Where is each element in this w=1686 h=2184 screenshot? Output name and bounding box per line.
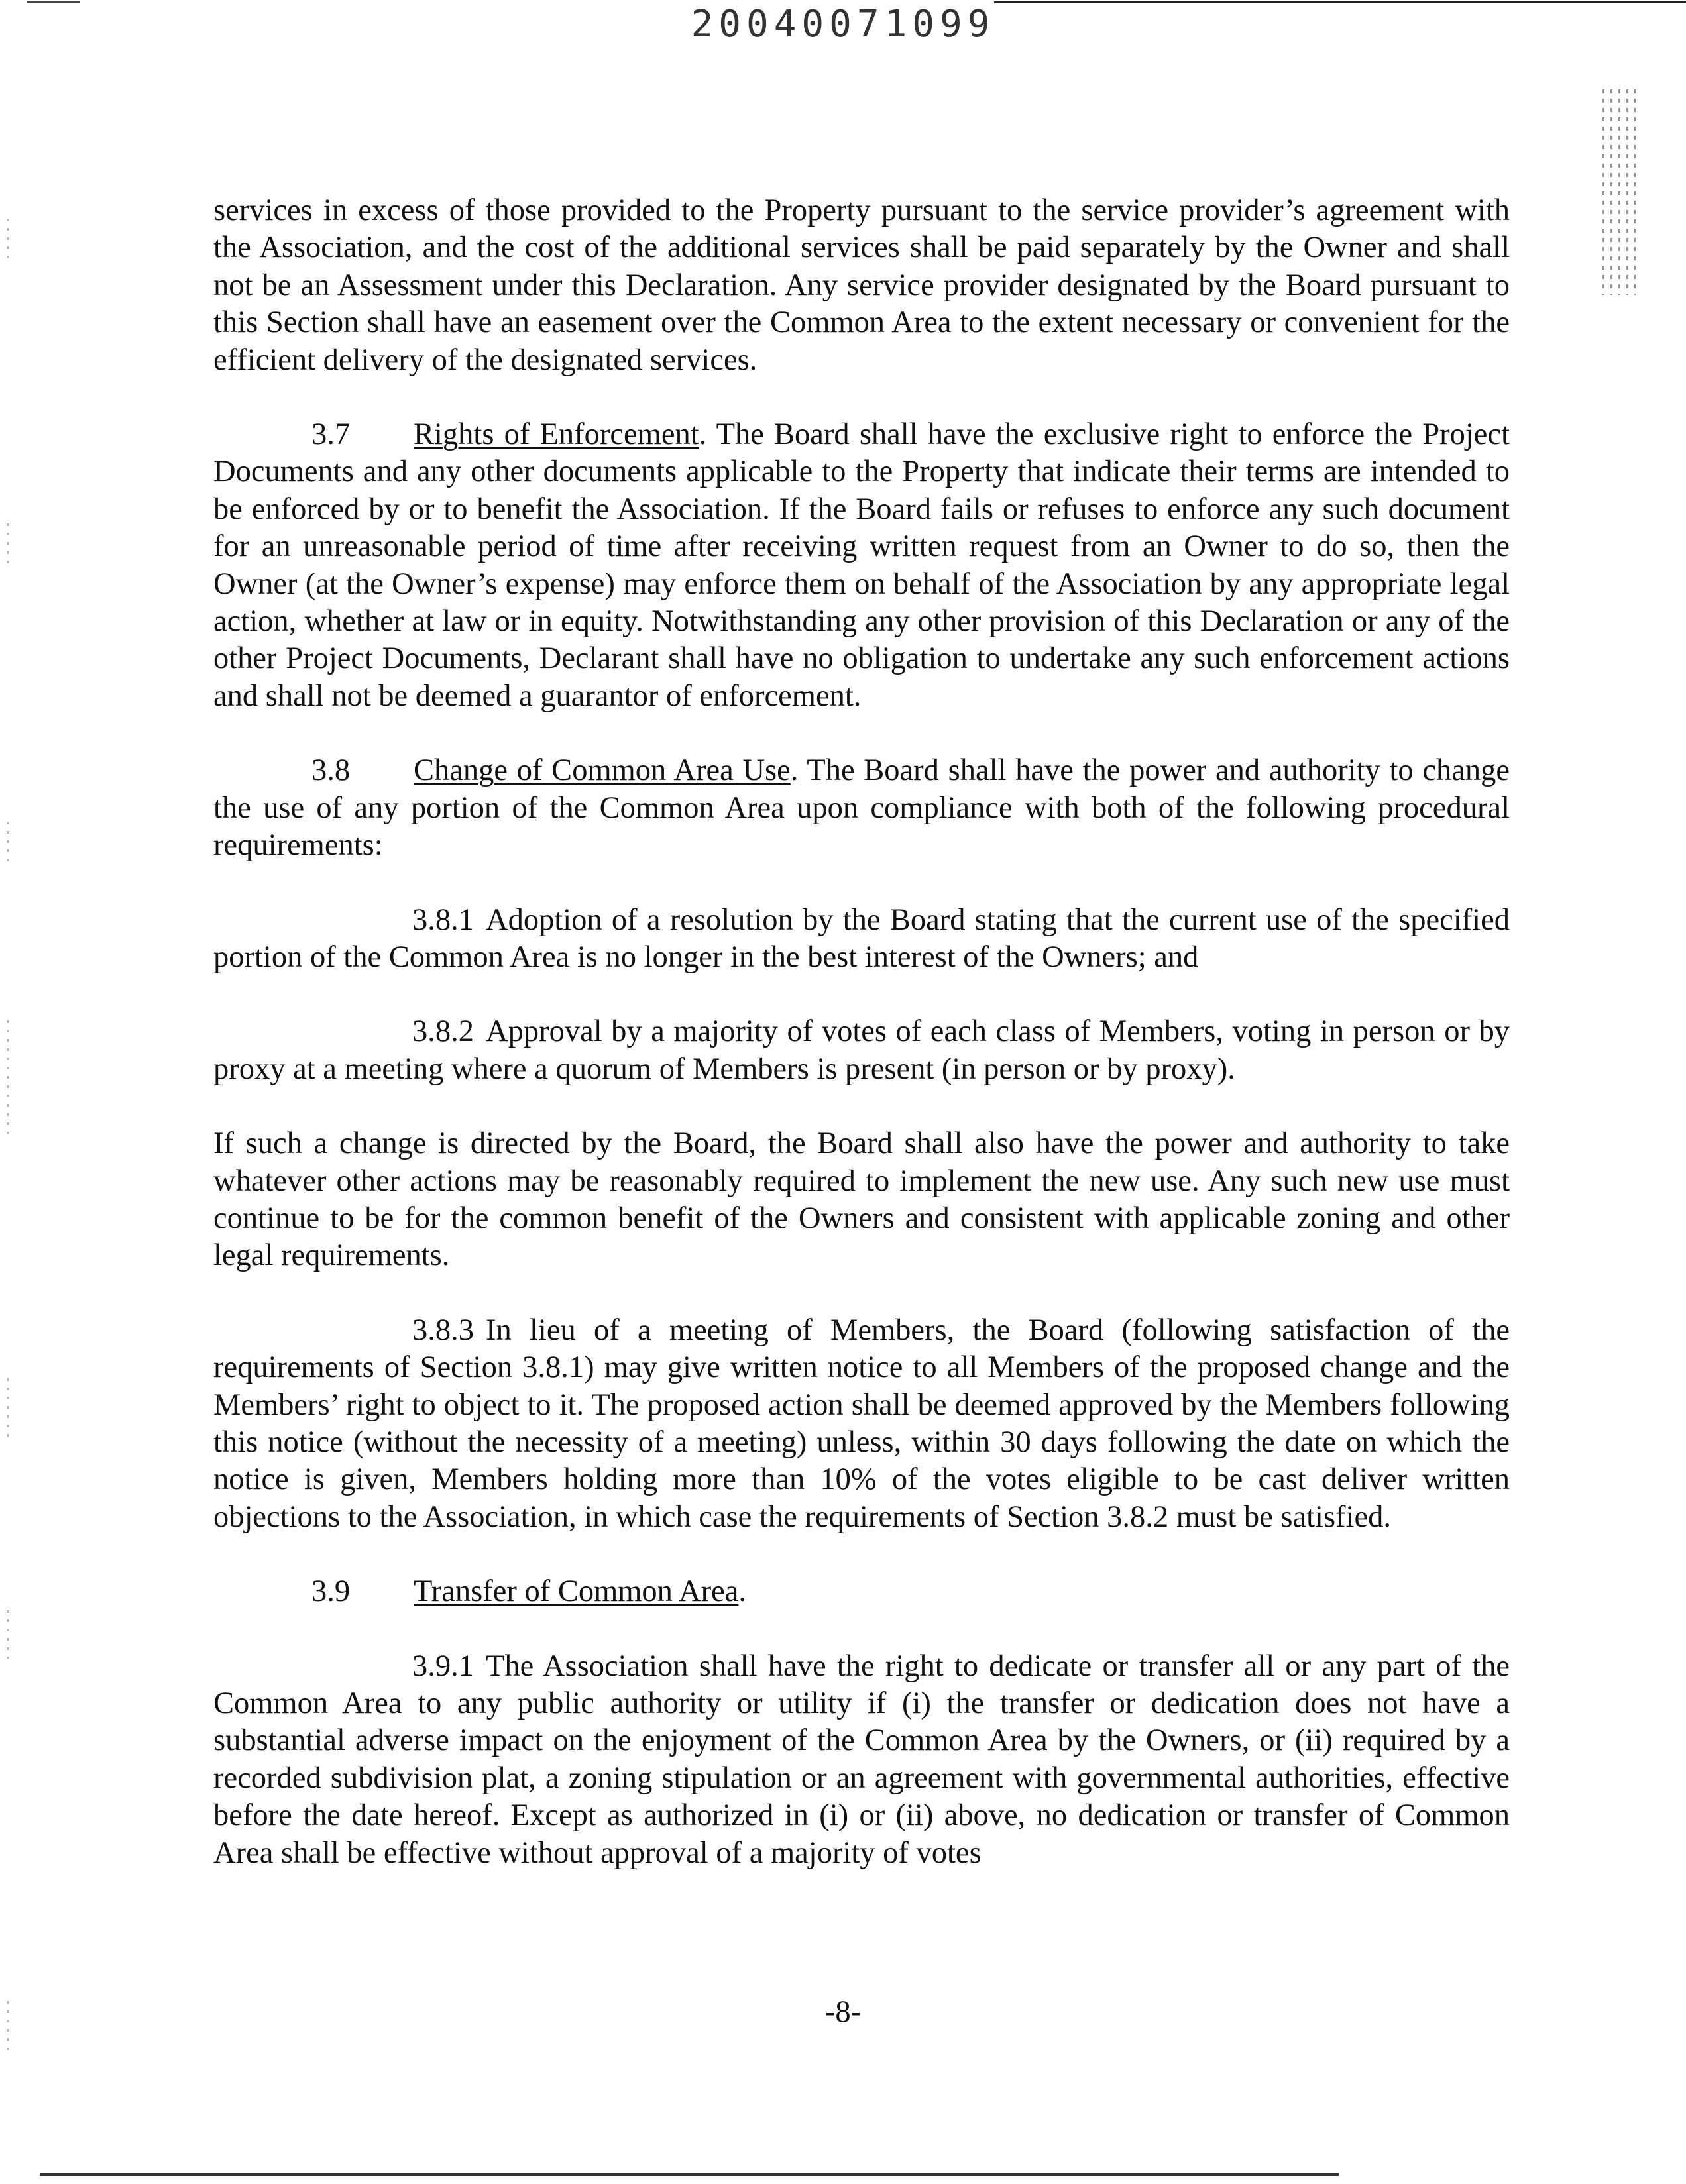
scan-edge-marks xyxy=(7,523,9,563)
scan-artifact-marks xyxy=(1602,89,1636,295)
section-text: . The Board shall have the exclusive right to enforce the Project Documents and any other documents applicable to the Property that indicate their terms are intended to be enforced by or to benefit the Association. If the Board fails or refuses to enforce any such document for an unreasonable period of time after receiving written request from an Owner to do so, then the Owner (at the Owner’s expense) may enforce them on behalf of the Association by any appropriate legal action, whether at law or in equity. Notwithstanding any other provision of this Declaration or any of the other Project Documents, Declarant shall have no obligation to undertake any such enforcement actions and shall not be deemed a guarantor of enforcement. xyxy=(213,417,1510,713)
document-body xyxy=(213,192,1510,1872)
section-3-9-1 xyxy=(213,1648,1510,1872)
scan-edge-marks xyxy=(7,219,9,265)
section-number: 3.9.1 xyxy=(412,1649,474,1683)
section-text: The Association shall have the right to dedicate or transfer all or any part of the Common Area to any public authority or utility if (i) the transfer or dedication does not have a substantial adverse impact on the enjoyment of the Common Area by the Owners, or (ii) required by a recorded subdivision plat, a zoning stipulation or an agreement with governmental authorities, effective before the date hereof. Except as authorized in (i) or (ii) above, no dedication or transfer of Common Area shall be effective without approval of a majority of votes xyxy=(213,1649,1510,1870)
paragraph-text: services in excess of those provided to the Property pursuant to the service provider’s agreement with the Association, and the cost of the additional services shall be paid separately by the Owner and shall not be an Assessment under this Declaration. Any service provider designated by the Board pursuant to this Section shall have an easement over the Common Area to the extent necessary or convenient for the efficient delivery of the designated services. xyxy=(213,193,1510,377)
section-number: 3.8.3 xyxy=(412,1313,474,1347)
scan-edge-marks xyxy=(7,1378,9,1438)
page-number: -8- xyxy=(824,1995,862,2029)
paragraph-text: If such a change is directed by the Board, the Board shall also have the power and authority to take whatever other actions may be reasonably required to implement the new use. Any such new use must continue to be for the common benefit of the Owners and consistent with applicable zoning and other legal requirements. xyxy=(213,1126,1510,1273)
section-3-8-2 xyxy=(213,1013,1510,1088)
section-text: Adoption of a resolution by the Board stating that the current use of the specified portion of the Common Area is no longer in the best interest of the Owners; and xyxy=(213,902,1510,974)
section-text: . The Board shall have the power and authority to change the use of any portion of the Common Area upon compliance with both of the following procedural requirements: xyxy=(213,753,1510,863)
paragraph-services-continuation xyxy=(213,192,1510,379)
section-number: 3.8.2 xyxy=(412,1014,474,1049)
scan-edge-marks xyxy=(7,1610,9,1663)
section-text: Approval by a majority of votes of each class of Members, voting in person or by proxy at a meeting where a quorum of Members is present (in person or by proxy). xyxy=(213,1014,1510,1086)
section-3-8-3 xyxy=(213,1312,1510,1536)
section-number: 3.7 xyxy=(311,417,351,452)
section-number: 3.9 xyxy=(311,1574,351,1609)
section-3-9 xyxy=(213,1573,1510,1610)
section-3-7 xyxy=(213,416,1510,715)
paragraph-change-directed xyxy=(213,1125,1510,1275)
section-heading: Rights of Enforcement xyxy=(414,417,699,452)
recording-number: 20040071099 xyxy=(691,3,995,46)
section-3-8-1 xyxy=(213,902,1510,977)
scan-bottom-rule xyxy=(40,2173,1339,2176)
section-heading: Change of Common Area Use xyxy=(414,753,791,788)
section-text: . xyxy=(738,1574,746,1609)
section-3-8 xyxy=(213,752,1510,864)
scan-edge-marks xyxy=(7,1020,9,1140)
section-number: 3.8.1 xyxy=(412,902,474,937)
section-text: In lieu of a meeting of Members, the Board (following satisfaction of the requirements of Section 3.8.1) may give written notice to all Members of the proposed change and the Members’ right to object to it. The proposed action shall be deemed approved by the Members following this notice (without the necessity of a meeting) unless, within 30 days following the date on which the notice is given, Members holding more than 10% of the votes eligible to be cast deliver written objections to the Association, in which case the requirements of Section 3.8.2 must be satisfied. xyxy=(213,1313,1510,1534)
section-number: 3.8 xyxy=(311,753,351,788)
scan-edge-marks xyxy=(7,822,9,861)
section-heading: Transfer of Common Area xyxy=(414,1574,739,1609)
